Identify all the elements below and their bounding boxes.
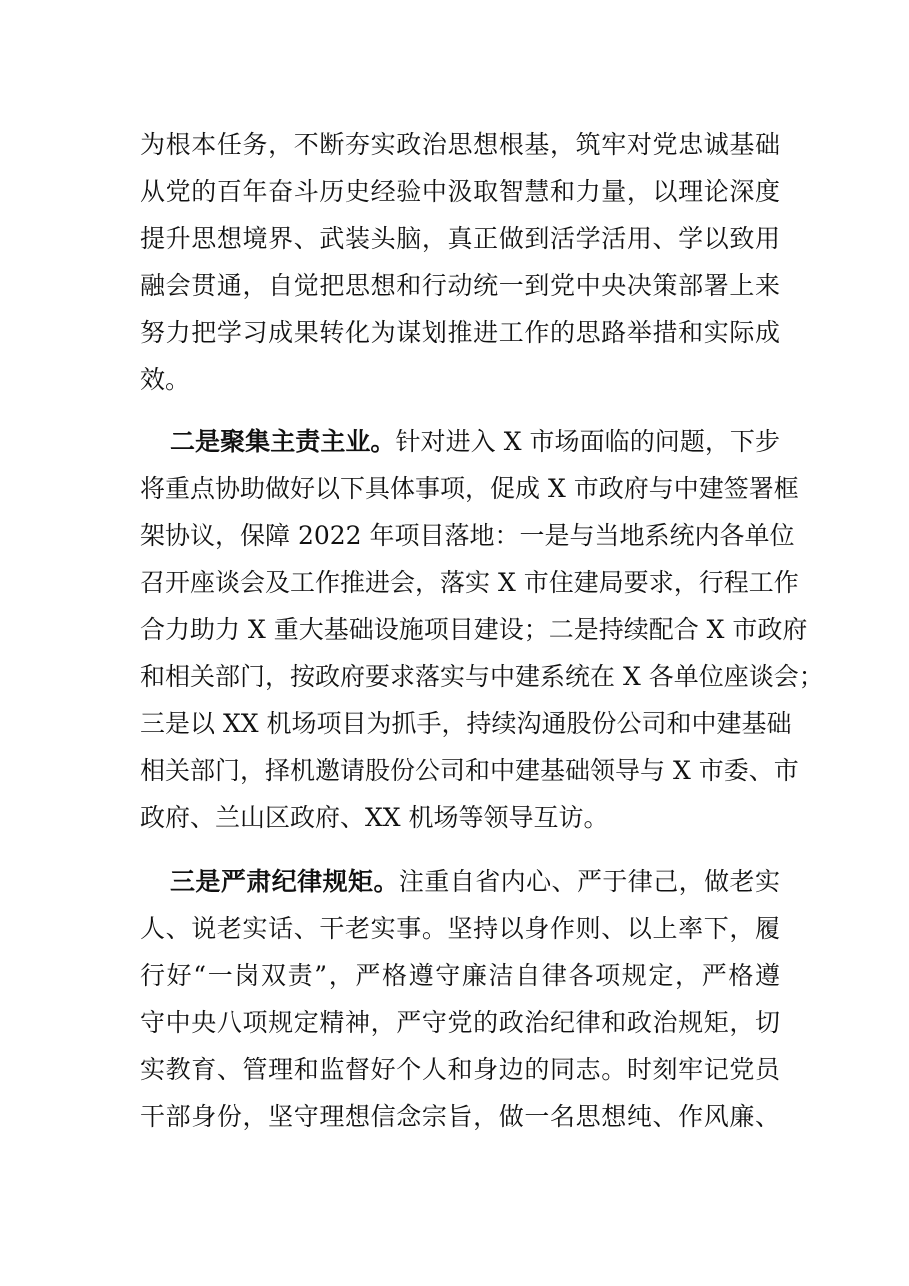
text-line: 召开座谈会及工作推进会，落实 X 市住建局要求，行程工作 [140, 568, 799, 597]
paragraph-2 [140, 418, 824, 841]
paragraph-first-line [140, 858, 780, 905]
text-line: 相关部门，择机邀请股份公司和中建基础领导与 X 市委、市 [140, 756, 799, 785]
text-line: 融会贯通，自觉把思想和行动统一到党中央决策部署上来 [140, 271, 780, 300]
text-line: 政府、兰山区政府、XX 机场等领导互访。 [140, 803, 609, 832]
paragraph-heading: 三是严肃纪律规矩。 [170, 867, 399, 896]
paragraph-3 [140, 858, 780, 1140]
text-line: 提升思想境界、武装头脑，真正做到活学活用、学以致用 [140, 224, 780, 253]
text-line: 干部身份，坚守理想信念宗旨，做一名思想纯、作风廉、 [140, 1102, 780, 1131]
text-line: 将重点协助做好以下具体事项，促成 X 市政府与中建签署框 [140, 474, 799, 503]
text-line: 为根本任务，不断夯实政治思想根基，筑牢对党忠诚基础 [140, 130, 780, 159]
text-line: 努力把学习成果转化为谋划推进工作的思路举措和实际成 [140, 318, 780, 347]
paragraph-heading: 二是聚集主责主业。 [170, 427, 396, 456]
paragraph-first-line [140, 418, 780, 465]
text-line: 守中央八项规定精神，严守党的政治纪律和政治规矩，切 [140, 1008, 780, 1037]
text-line: 和相关部门，按政府要求落实与中建系统在 X 各单位座谈会； [140, 662, 824, 691]
text-line: 架协议，保障 2022 年项目落地：一是与当地系统内各单位 [140, 521, 795, 550]
text-line: 行好“一岗双责”，严格遵守廉洁自律各项规定，严格遵 [140, 961, 780, 990]
paragraph-1 [140, 121, 780, 403]
text-line: 从党的百年奋斗历史经验中汲取智慧和力量，以理论深度 [140, 177, 780, 206]
text-line: 效。 [140, 365, 191, 394]
text-run: 针对进入 X 市场面临的问题，下步 [395, 427, 780, 456]
text-line: 人、说老实话、干老实事。坚持以身作则、以上率下，履 [140, 914, 780, 943]
text-line: 三是以 XX 机场项目为抓手，持续沟通股份公司和中建基础 [140, 709, 792, 738]
text-run: 注重自省内心、严于律己，做老实 [398, 867, 780, 896]
text-line: 合力助力 X 重大基础设施项目建设；二是持续配合 X 市政府 [140, 615, 808, 644]
text-line: 实教育、管理和监督好个人和身边的同志。时刻牢记党员 [140, 1055, 780, 1084]
